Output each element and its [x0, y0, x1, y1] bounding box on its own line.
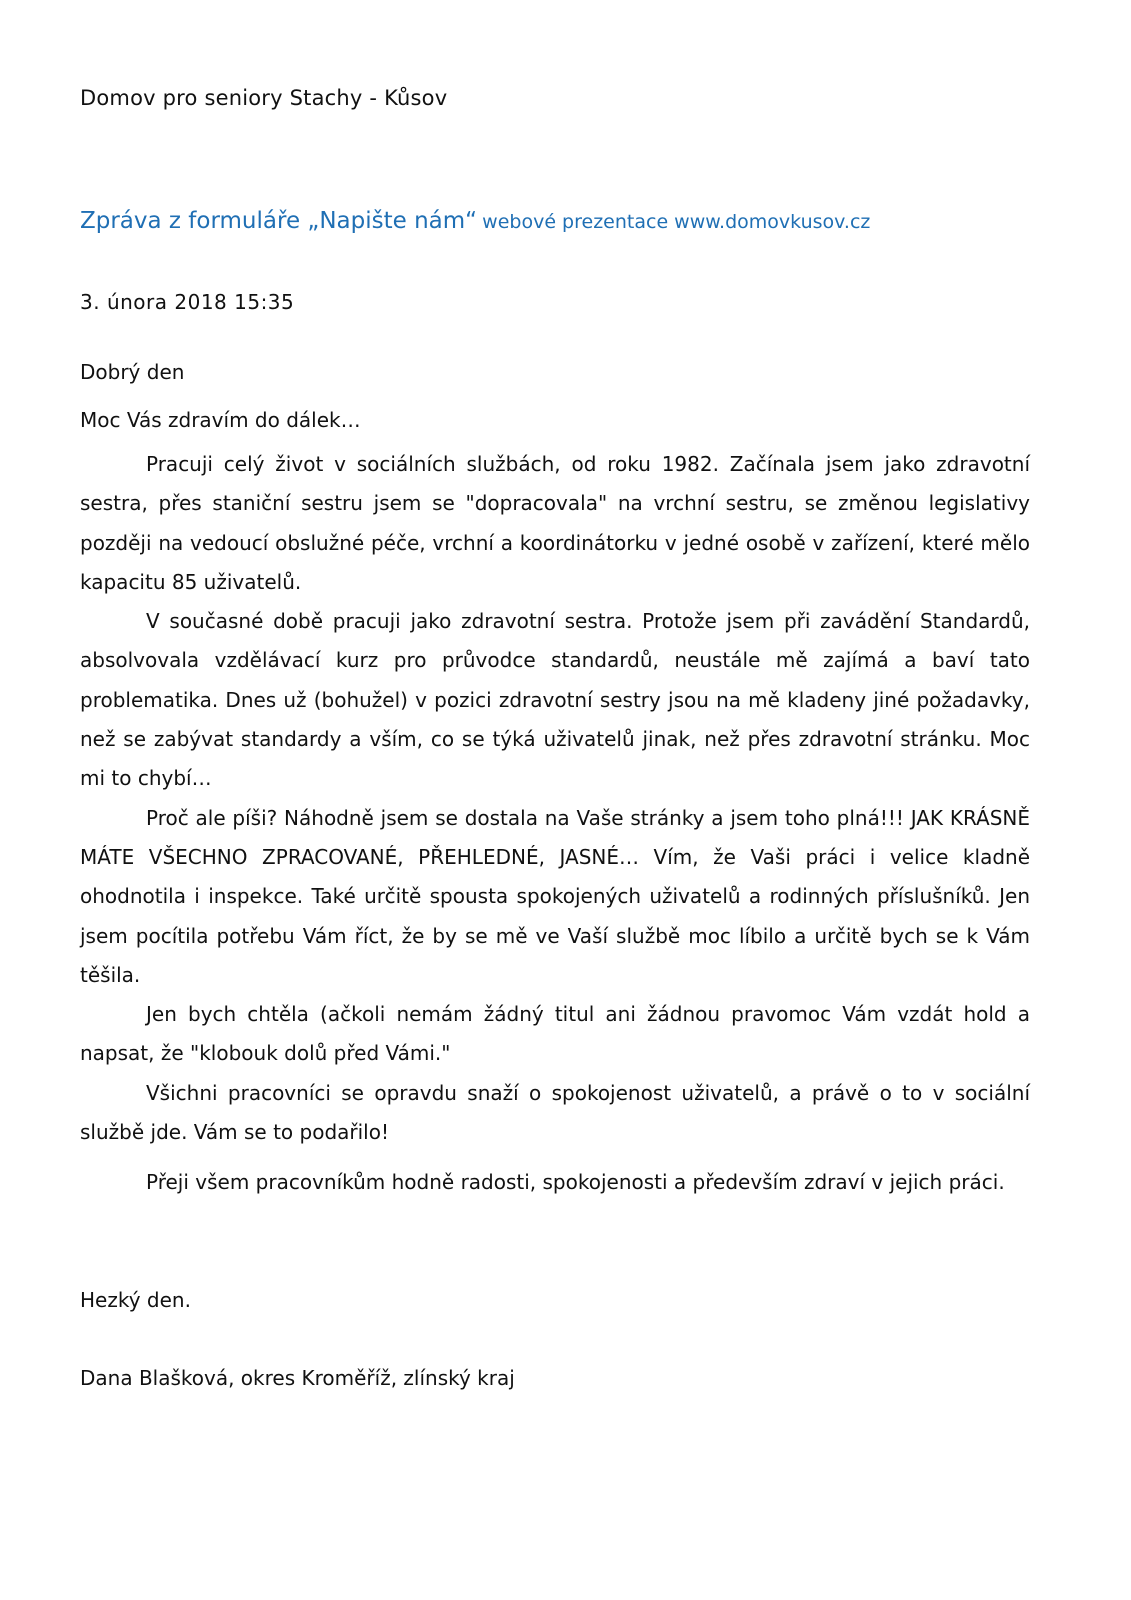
body-paragraph: Proč ale píši? Náhodně jsem se dostala na Vaše stránky a jsem toho plná!!! JAK KRÁSNĚ MÁTE VŠECHNO ZPRACOVANÉ, PŘEHLEDNÉ, JASNÉ… Vím, že Vaši práci i velice kladně ohodnotila i inspekce. Také určitě spousta spokojených uživatelů a rodinných příslušníků. Jen jsem pocítila potřebu Vám říct, že by se mě ve Vaší službě moc líbilo a určitě bych se k Vám těšila.	[80, 805, 1030, 987]
letter-body	[80, 445, 1030, 1203]
document-title	[80, 208, 870, 234]
title-sub: webové prezentace www.domovkusov.cz	[482, 211, 871, 233]
signature: Dana Blašková, okres Kroměříž, zlínský kraj	[80, 1366, 515, 1390]
body-paragraph: V současné době pracuji jako zdravotní sestra. Protože jsem při zavádění Standardů, absolvovala vzdělávací kurz pro průvodce standardů, neustále mě zajímá a baví tato problematika. Dnes už (bohužel) v pozici zdravotní sestry jsou na mě kladeny jiné požadavky, než se zabývat standardy a vším, co se týká uživatelů jinak, než přes zdravotní stránku. Moc mi to chybí…	[80, 609, 1030, 791]
body-paragraph: Všichni pracovníci se opravdu snaží o spokojenost uživatelů, a právě o to v sociální službě jde. Vám se to podařilo!	[80, 1080, 1030, 1145]
title-main: Zpráva z formuláře „Napište nám“	[80, 208, 478, 234]
body-paragraph: Jen bych chtěla (ačkoli nemám žádný titul ani žádnou pravomoc Vám vzdát hold a napsat, že "klobouk dolů před Vámi."	[80, 1002, 1030, 1066]
opener-line: Moc Vás zdravím do dálek…	[80, 408, 361, 432]
greeting: Dobrý den	[80, 360, 185, 384]
body-paragraph: Přeji všem pracovníkům hodně radosti, spokojenosti a především zdraví v jejich práci.	[146, 1170, 1005, 1195]
message-date: 3. února 2018 15:35	[80, 290, 295, 314]
closing-line: Hezký den.	[80, 1288, 191, 1312]
body-paragraph: Pracuji celý život v sociálních službách, od roku 1982. Začínala jsem jako zdravotní sestra, přes staniční sestru jsem se "dopracovala" na vrchní sestru, se změnou legislativy později na vedoucí obslužné péče, vrchní a koordinátorku v jedné osobě v zařízení, které mělo kapacitu 85 uživatelů.	[80, 452, 1030, 594]
organization-name: Domov pro seniory Stachy - Kůsov	[80, 86, 448, 110]
